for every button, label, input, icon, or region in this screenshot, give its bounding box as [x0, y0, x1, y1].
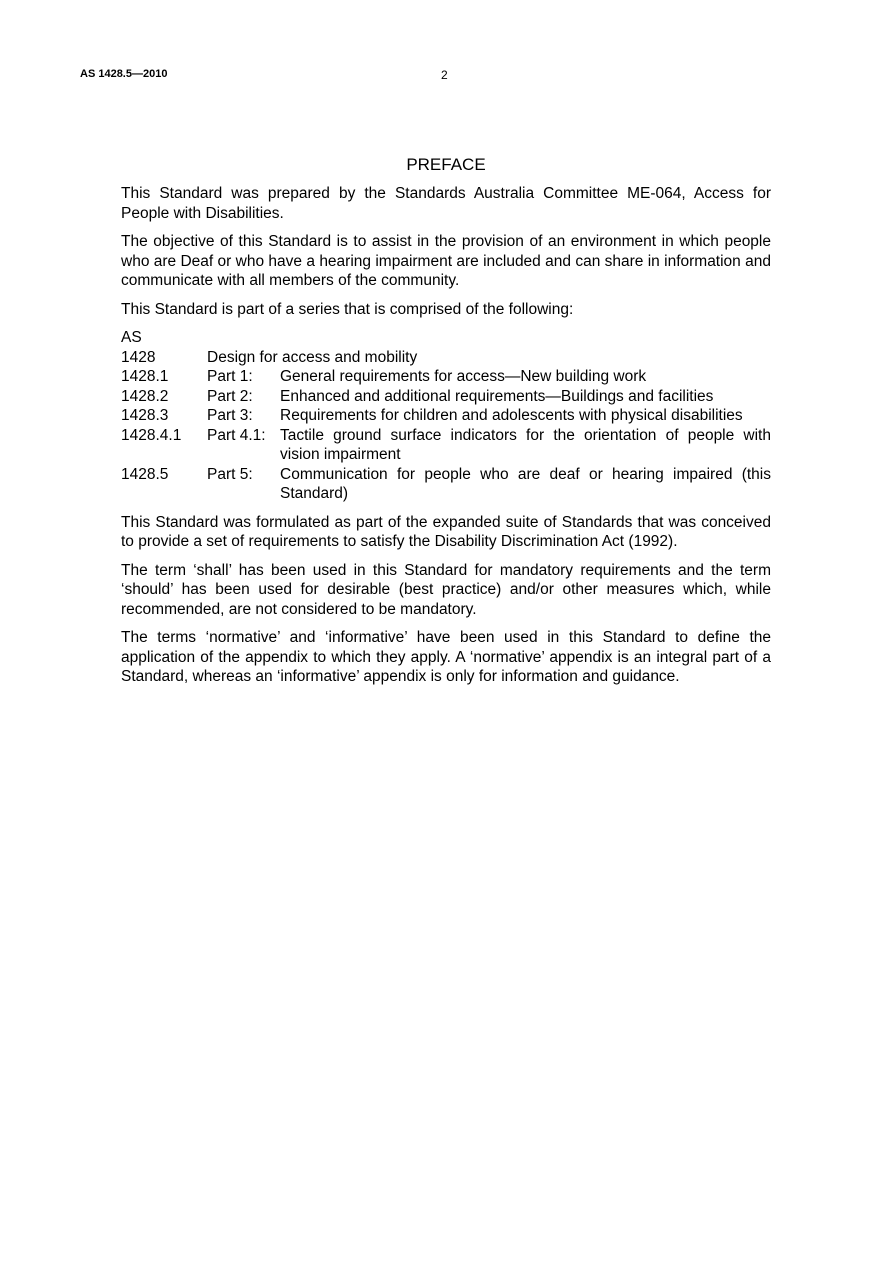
series-item — [121, 465, 771, 504]
series-item-number: 1428.3 — [121, 407, 169, 424]
preface-section — [121, 155, 771, 696]
series-item-part: Part 4.1: — [207, 426, 266, 444]
series-item-number: 1428.5 — [121, 465, 169, 483]
series-prefix: AS — [121, 329, 142, 346]
series-item — [121, 387, 771, 407]
series-item-number: 1428.4.1 — [121, 426, 182, 444]
running-head-doc-id: AS 1428.5—2010 — [80, 68, 168, 80]
series-item-title: Requirements for children and adolescents with physical disabilities — [280, 407, 743, 424]
series-item-part: Part 3: — [207, 407, 253, 424]
series-item-number: 1428.2 — [121, 387, 169, 405]
series-item-title: Tactile ground surface indicators for the orientation of people with vision impairment — [280, 426, 771, 463]
preface-paragraph-committee: This Standard was prepared by the Standards Australia Committee ME-064, Access for People with Disabilities. — [121, 185, 771, 222]
series-item — [121, 406, 771, 426]
series-item-part: Part 2: — [207, 387, 253, 405]
series-item-title: Enhanced and additional requirements—Buildings and facilities — [280, 387, 714, 405]
preface-paragraph-series-intro: This Standard is part of a series that is comprised of the following: — [121, 300, 574, 318]
series-item-title: Communication for people who are deaf or hearing impaired (this Standard) — [280, 465, 771, 502]
preface-paragraph-shall-should: The term ‘shall’ has been used in this Standard for mandatory requirements and the term ‘should’ has been used for desirable (best practice) and/or other measures which, while recommended, are not considered to be mandatory. — [121, 561, 771, 618]
series-item-number: 1428 — [121, 348, 156, 366]
series-item — [121, 348, 771, 368]
preface-paragraph-normative-informative: The terms ‘normative’ and ‘informative’ have been used in this Standard to define the application of the appendix to which they apply. A ‘normative’ appendix is an integral part of a Standard, whereas an ‘informative’ appendix is only for information and guidance. — [121, 629, 771, 685]
series-item-part: Part 1: — [207, 368, 253, 385]
series-item-number: 1428.1 — [121, 368, 169, 385]
series-item-part: Part 5: — [207, 465, 253, 483]
series-item — [121, 367, 771, 387]
series-list — [121, 328, 771, 504]
page-number: 2 — [441, 68, 448, 82]
preface-paragraph-objective: The objective of this Standard is to assist in the provision of an environment in which people who are Deaf or who have a hearing impairment are included and can share in information and communicate with all members of the community. — [121, 233, 771, 289]
series-item-title: Design for access and mobility — [207, 348, 418, 366]
series-item — [121, 426, 771, 465]
preface-title: PREFACE — [406, 155, 486, 174]
preface-paragraph-suite: This Standard was formulated as part of the expanded suite of Standards that was conceived to provide a set of requirements to satisfy the Disability Discrimination Act (1992). — [121, 513, 771, 550]
series-item-title: General requirements for access—New building work — [280, 368, 647, 385]
